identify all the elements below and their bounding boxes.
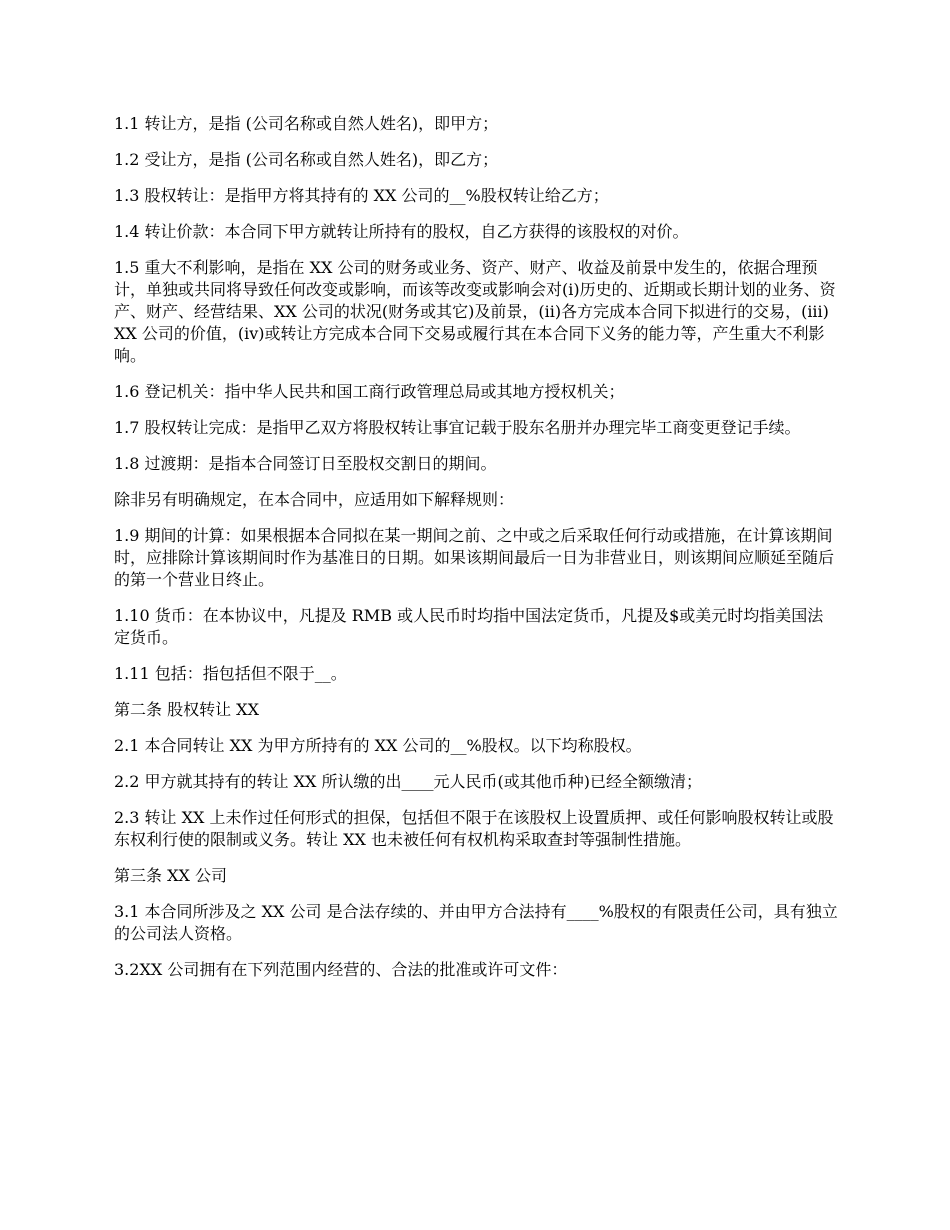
- clause-1-9: 1.9 期间的计算：如果根据本合同拟在某一期间之前、之中或之后采取任何行动或措施，在计算该期间时，应排除计算该期间时作为基准日的日期。如果该期间最后一日为非营业日，则该期间应顺延至随后的第一个营业日终止。: [114, 526, 835, 589]
- clause-1-2: 1.2 受让方，是指 (公司名称或自然人姓名)，即乙方；: [114, 150, 499, 169]
- clause-1-1: 1.1 转让方，是指 (公司名称或自然人姓名)，即甲方；: [114, 114, 499, 133]
- clause-1-5: 1.5 重大不利影响，是指在 XX 公司的财务或业务、资产、财产、收益及前景中发生的，依据合理预计，单独或共同将导致任何改变或影响，而该等改变或影响会对(i)历史的、近期或长期计划的业务、资产、财产、经营结果、XX 公司的状况(财务或其它)及前景，(ii)各方完成本合同下拟进行的交易，(iii)XX 公司的价值，(iv)或转让方完成本合同下交易或履行其在本合同下义务的能力等，产生重大不利影响。: [114, 258, 836, 365]
- clause-3-1: 3.1 本合同所涉及之 XX 公司 是合法存续的、并由甲方合法持有____%股权的有限责任公司，具有独立的公司法人资格。: [114, 902, 838, 943]
- clause-1-10: 1.10 货币：在本协议中，凡提及 RMB 或人民币时均指中国法定货币，凡提及$或美元时均指美国法定货币。: [114, 606, 824, 647]
- article-2-heading: 第二条 股权转让 XX: [114, 700, 259, 719]
- clause-2-3: 2.3 转让 XX 上未作过任何形式的担保，包括但不限于在该股权上设置质押、或任何影响股权转让或股东权利行使的限制或义务。转让 XX 也未被任何有权机构采取查封等强制性措施。: [114, 808, 834, 849]
- clause-2-2: 2.2 甲方就其持有的转让 XX 所认缴的出____元人民币(或其他币种)已经全额缴清；: [114, 772, 702, 791]
- clause-3-2: 3.2XX 公司拥有在下列范围内经营的、合法的批准或许可文件：: [114, 960, 568, 979]
- clause-1-4: 1.4 转让价款：本合同下甲方就转让所持有的股权，自乙方获得的该股权的对价。: [114, 222, 689, 241]
- interpretation-rules-intro: 除非另有明确规定，在本合同中，应适用如下解释规则：: [114, 490, 515, 509]
- clause-1-3: 1.3 股权转让：是指甲方将其持有的 XX 公司的__%股权转让给乙方；: [114, 186, 609, 205]
- clause-2-1: 2.1 本合同转让 XX 为甲方所持有的 XX 公司的__%股权。以下均称股权。: [114, 736, 642, 755]
- document-body: [114, 113, 838, 981]
- clause-1-11: 1.11 包括：指包括但不限于__。: [114, 664, 347, 683]
- clause-1-6: 1.6 登记机关：指中华人民共和国工商行政管理总局或其地方授权机关；: [114, 382, 625, 401]
- clause-1-7: 1.7 股权转让完成：是指甲乙双方将股权转让事宜记载于股东名册并办理完毕工商变更登记手续。: [114, 418, 801, 437]
- article-3-heading: 第三条 XX 公司: [114, 866, 227, 885]
- clause-1-8: 1.8 过渡期：是指本合同签订日至股权交割日的期间。: [114, 454, 497, 473]
